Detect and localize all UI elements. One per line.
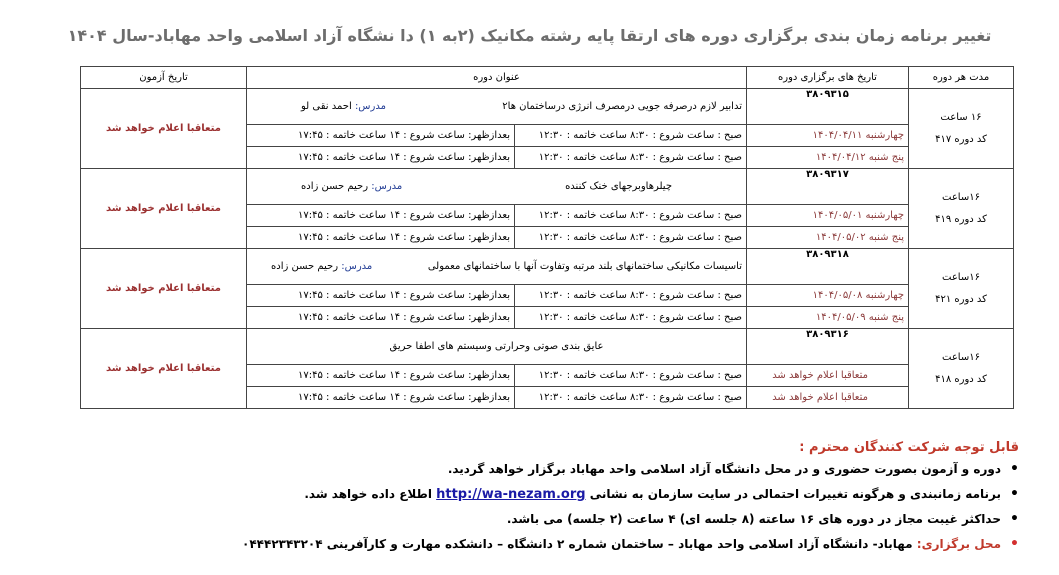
list-item: • دوره و آزمون بصورت حضوری و در محل دانشگاه آزاد اسلامی واحد مهاباد برگزار خواهد گردید. (199, 461, 1001, 478)
session-morning: صبح : ساعت شروع : ۸:۳۰ ساعت خاتمه : ۱۲:۳۰ (515, 205, 747, 227)
course-hours: ۱۶ساعت (942, 271, 980, 283)
session-afternoon: بعدازظهر: ساعت شروع : ۱۴ ساعت خاتمه : ۱۷:۴۵ (247, 365, 515, 387)
website-link[interactable]: http://wa-nezam.org (436, 487, 586, 502)
course-duration (909, 329, 1014, 409)
exam-date: متعاقبا اعلام خواهد شد (81, 329, 247, 409)
location-text: مهاباد- دانشگاه آزاد اسلامی واحد مهاباد – ساختمان شماره ۲ دانشگاه – دانشکده مهارت و کارآفرینی ۰۴۴۴۲۳۴۳۲۰۴ (242, 537, 913, 551)
teacher-name: رحیم حسن زاده (301, 181, 369, 192)
list-item: • حداکثر غیبت مجاز در دوره های ۱۶ ساعته (۸ جلسه ای) ۴ ساعت (۲ جلسه) می باشد. (199, 511, 1001, 528)
exam-date: متعاقبا اعلام خواهد شد (81, 89, 247, 169)
table-row (81, 169, 1014, 205)
course-title-cell (247, 89, 747, 125)
notes-heading: قابل توجه شرکت کنندگان محترم : (799, 440, 1019, 455)
course-hours: ۱۶ ساعت (940, 111, 982, 123)
course-id: ۳۸۰۹۳۱۸ (747, 249, 909, 285)
course-id: ۳۸۰۹۳۱۶ (747, 329, 909, 365)
page-title: تغییر برنامه زمان بندی برگزاری دوره های ارتقا پایه رشته مکانیک (۲به ۱) دا نشگاه آزاد اسلامی واحد مهاباد-سال ۱۴۰۴ (67, 26, 992, 45)
course-title: تدابیر لازم درصرفه جویی درمصرف انرژی درساختمان ها۲ (502, 101, 742, 112)
table-row (81, 89, 1014, 125)
session-date: پنج شنبه ۱۴۰۴/۰۵/۰۲ (747, 227, 909, 249)
header-duration: مدت هر دوره (909, 67, 1014, 89)
table-row (81, 329, 1014, 365)
session-afternoon: بعدازظهر: ساعت شروع : ۱۴ ساعت خاتمه : ۱۷:۴۵ (247, 307, 515, 329)
notes-list (199, 461, 1019, 553)
session-morning: صبح : ساعت شروع : ۸:۳۰ ساعت خاتمه : ۱۲:۳۰ (515, 285, 747, 307)
course-code: کد دوره ۴۱۸ (935, 373, 987, 385)
header-dates: تاریخ های برگزاری دوره (747, 67, 909, 89)
exam-date: متعاقبا اعلام خواهد شد (81, 169, 247, 249)
course-title: تاسیسات مکانیکی ساختمانهای بلند مرتبه وتفاوت آنها با ساختمانهای معمولی (427, 261, 742, 272)
course-title-cell (247, 249, 747, 285)
note-text: برنامه زمانبندی و هرگونه تغییرات احتمالی در سایت سازمان به نشانی (589, 487, 1001, 501)
course-code: کد دوره ۴۲۱ (935, 293, 987, 305)
teacher-label: مدرس: (371, 181, 403, 192)
table-row (81, 249, 1014, 285)
course-title: عایق بندی صوتی وحرارتی وسیستم های اطفا حریق (389, 341, 604, 352)
session-afternoon: بعدازظهر: ساعت شروع : ۱۴ ساعت خاتمه : ۱۷:۴۵ (247, 387, 515, 409)
exam-date: متعاقبا اعلام خواهد شد (81, 249, 247, 329)
session-date: متعاقبا اعلام خواهد شد (747, 387, 909, 409)
session-afternoon: بعدازظهر: ساعت شروع : ۱۴ ساعت خاتمه : ۱۷:۴۵ (247, 125, 515, 147)
session-morning: صبح : ساعت شروع : ۸:۳۰ ساعت خاتمه : ۱۲:۳۰ (515, 307, 747, 329)
session-date: متعاقبا اعلام خواهد شد (747, 365, 909, 387)
course-hours: ۱۶ساعت (942, 351, 980, 363)
course-teacher-wrap (271, 261, 372, 272)
session-morning: صبح : ساعت شروع : ۸:۳۰ ساعت خاتمه : ۱۲:۳۰ (515, 125, 747, 147)
location-item (199, 536, 1001, 553)
session-morning: صبح : ساعت شروع : ۸:۳۰ ساعت خاتمه : ۱۲:۳۰ (515, 387, 747, 409)
teacher-name: احمد نقی لو (301, 101, 352, 112)
course-code: کد دوره ۴۱۹ (935, 213, 987, 225)
course-id: ۳۸۰۹۳۱۵ (747, 89, 909, 125)
course-duration (909, 89, 1014, 169)
course-code: کد دوره ۴۱۷ (935, 133, 987, 145)
course-title-cell (247, 169, 747, 205)
session-morning: صبح : ساعت شروع : ۸:۳۰ ساعت خاتمه : ۱۲:۳۰ (515, 227, 747, 249)
session-morning: صبح : ساعت شروع : ۸:۳۰ ساعت خاتمه : ۱۲:۳۰ (515, 365, 747, 387)
schedule-table (80, 66, 1014, 409)
table-header-row (81, 67, 1014, 89)
session-afternoon: بعدازظهر: ساعت شروع : ۱۴ ساعت خاتمه : ۱۷:۴۵ (247, 285, 515, 307)
location-label: محل برگزاری: (916, 537, 1001, 551)
session-date: چهارشنبه ۱۴۰۴/۰۵/۰۱ (747, 205, 909, 227)
teacher-label: مدرس: (354, 101, 386, 112)
header-course: عنوان دوره (247, 67, 747, 89)
course-teacher-wrap (301, 181, 402, 192)
teacher-name: رحیم حسن زاده (271, 261, 339, 272)
session-date: چهارشنبه ۱۴۰۴/۰۵/۰۸ (747, 285, 909, 307)
course-duration (909, 249, 1014, 329)
course-duration (909, 169, 1014, 249)
list-item (199, 486, 1001, 503)
session-morning: صبح : ساعت شروع : ۸:۳۰ ساعت خاتمه : ۱۲:۳۰ (515, 147, 747, 169)
session-date: چهارشنبه ۱۴۰۴/۰۴/۱۱ (747, 125, 909, 147)
teacher-label: مدرس: (341, 261, 373, 272)
session-date: پنج شنبه ۱۴۰۴/۰۴/۱۲ (747, 147, 909, 169)
course-hours: ۱۶ساعت (942, 191, 980, 203)
session-date: پنج شنبه ۱۴۰۴/۰۵/۰۹ (747, 307, 909, 329)
session-afternoon: بعدازظهر: ساعت شروع : ۱۴ ساعت خاتمه : ۱۷:۴۵ (247, 205, 515, 227)
course-teacher-wrap (301, 101, 386, 112)
note-text: اطلاع داده خواهد شد. (304, 487, 432, 501)
notes-section (199, 440, 1019, 561)
session-afternoon: بعدازظهر: ساعت شروع : ۱۴ ساعت خاتمه : ۱۷:۴۵ (247, 147, 515, 169)
course-id: ۳۸۰۹۳۱۷ (747, 169, 909, 205)
course-title: چیلرهاوبرجهای خنک کننده (565, 181, 672, 192)
course-title-cell (247, 329, 747, 365)
header-exam: تاریخ آزمون (81, 67, 247, 89)
session-afternoon: بعدازظهر: ساعت شروع : ۱۴ ساعت خاتمه : ۱۷:۴۵ (247, 227, 515, 249)
